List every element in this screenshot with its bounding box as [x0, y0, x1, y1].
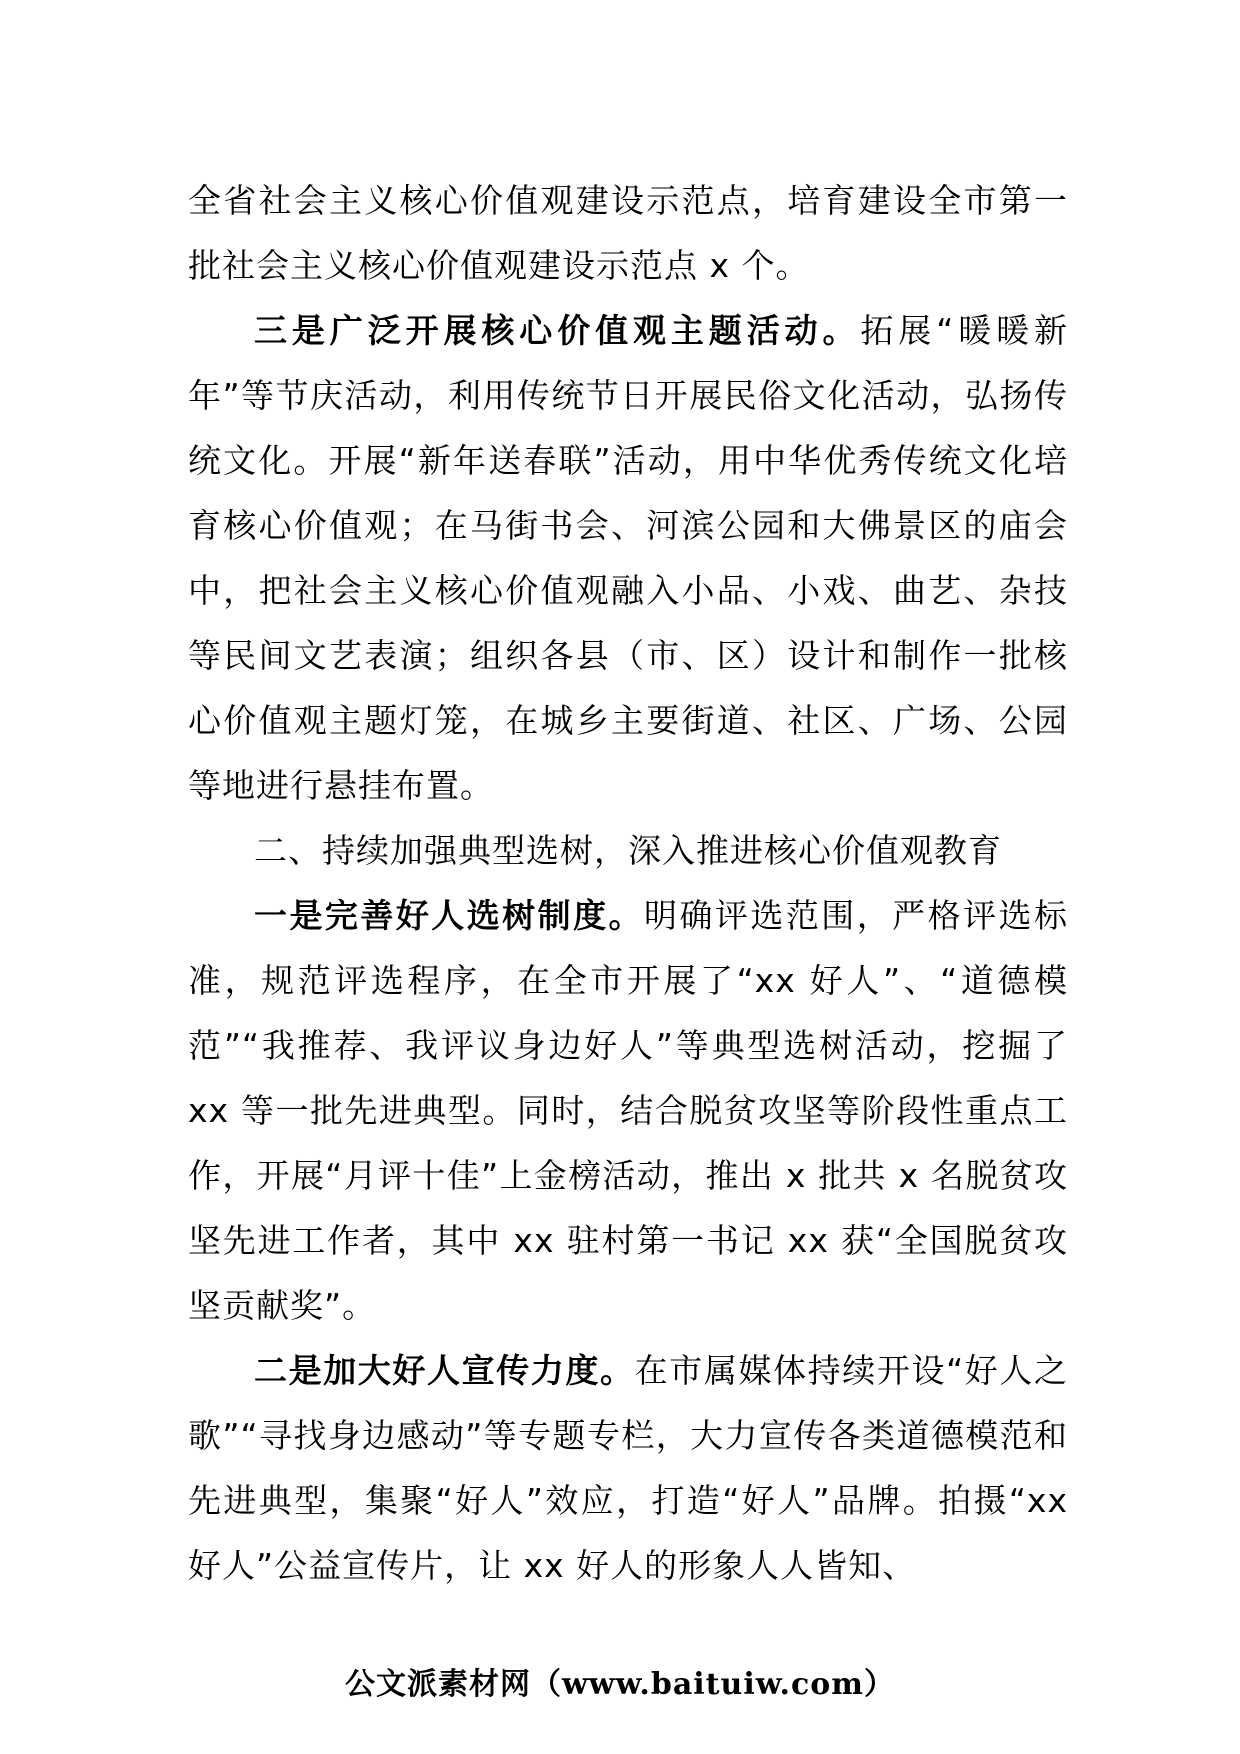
section-heading — [188, 818, 1068, 883]
paragraph-text: 在市属媒体持续开设“好人之歌”“寻找身边感动”等专题专栏，大力宣传各类道德模范和先进典型，集聚“好人”效应，打造“好人”品牌。拍摄“xx 好人”公益宣传片，让 xx 好人的形象人人皆知、 — [188, 1351, 1068, 1585]
page-footer — [0, 1665, 1240, 1705]
paragraph-text: 全省社会主义核心价值观建设示范点，培育建设全市第一批社会主义核心价值观建设示范点 x 个。 — [188, 181, 1068, 285]
paragraph-lead: 三是广泛开展核心价值观主题活动。 — [254, 311, 861, 350]
footer-text: 公文派素材网（www.baituiw.com） — [344, 1667, 896, 1702]
paragraph-lead: 二是加大好人宣传力度。 — [254, 1351, 635, 1390]
paragraph-text: 明确评选范围，严格评选标准，规范评选程序，在全市开展了“xx 好人”、“道德模范”“我推荐、我评议身边好人”等典型选树活动，挖掘了 xx 等一批先进典型。同时，结合脱贫攻坚等阶段性重点工作，开展“月评十佳”上金榜活动，推出 x 批共 x 名脱贫攻坚先进工作者，其中 xx 驻村第一书记 xx 获“全国脱贫攻坚贡献奖”。 — [188, 896, 1068, 1325]
section-heading-text: 二、持续加强典型选树，深入推进核心价值观教育 — [254, 831, 1002, 870]
paragraph-theme-activities — [188, 298, 1068, 818]
paragraph-selection-system — [188, 883, 1068, 1338]
paragraph-lead: 一是完善好人选树制度。 — [254, 896, 644, 935]
document-body — [188, 168, 1068, 1598]
paragraph-publicity — [188, 1338, 1068, 1598]
paragraph-text: 拓展“暖暖新年”等节庆活动，利用传统节日开展民俗文化活动，弘扬传统文化。开展“新年送春联”活动，用中华优秀传统文化培育核心价值观；在马街书会、河滨公园和大佛景区的庙会中，把社会主义核心价值观融入小品、小戏、曲艺、杂技等民间文艺表演；组织各县（市、区）设计和制作一批核心价值观主题灯笼，在城乡主要街道、社区、广场、公园等地进行悬挂布置。 — [188, 311, 1069, 805]
paragraph-continuation — [188, 168, 1068, 298]
